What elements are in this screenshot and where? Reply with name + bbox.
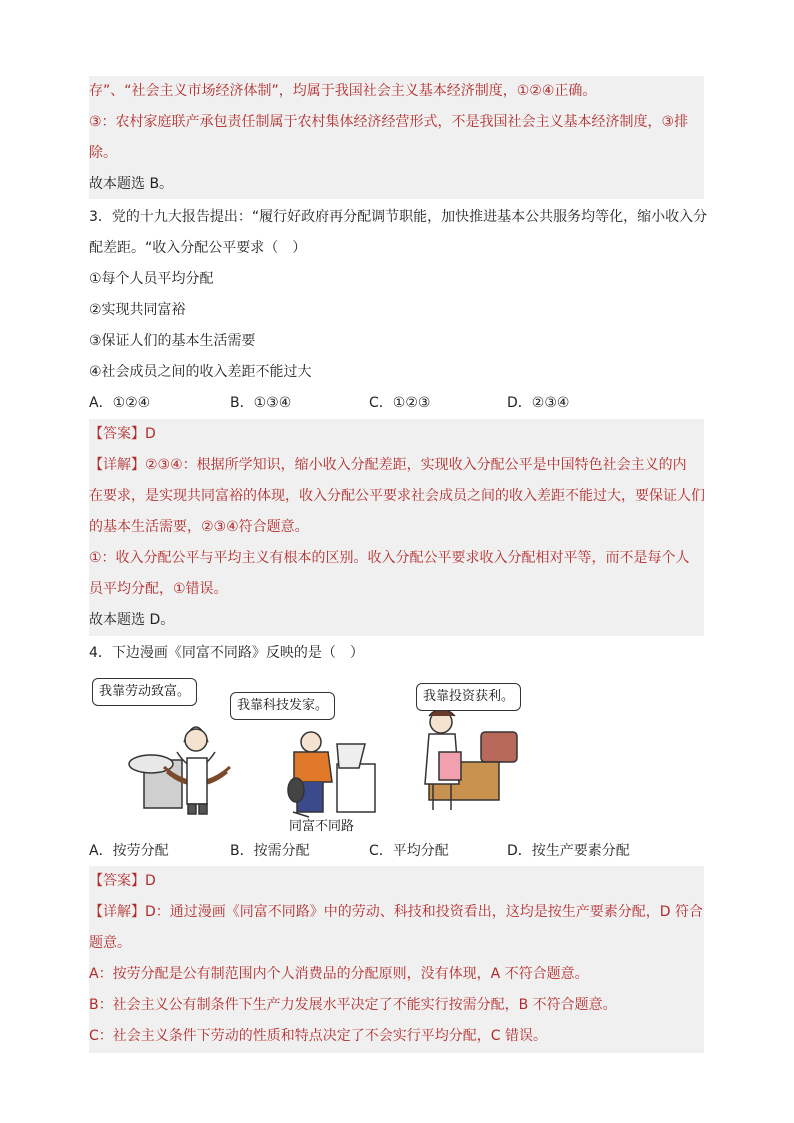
q3-option-d: D．②③④ <box>507 395 570 411</box>
businesswoman-figure <box>425 709 517 810</box>
q4-stem: 4．下边漫画《同富不同路》反映的是（ ） <box>89 645 364 661</box>
speech-bubble-technology: 我靠科技发家。 <box>230 692 335 720</box>
q3-detail-line3: 的基本生活需要，②③④符合题意。 <box>89 519 309 535</box>
q4-option-c: C．平均分配 <box>369 843 449 859</box>
q3-item-3: ③保证人们的基本生活需要 <box>89 333 256 349</box>
speech-bubble-investment: 我靠投资获利。 <box>416 683 521 711</box>
q3-detail-line5: 员平均分配，①错误。 <box>89 581 228 597</box>
q3-item-2: ②实现共同富裕 <box>89 302 186 318</box>
q4-answer: 【答案】D <box>89 873 156 889</box>
cartoon-illustration <box>89 672 529 837</box>
q4-detail-a: A：按劳分配是公有制范围内个人消费品的分配原则，没有体现，A 不符合题意。 <box>89 966 589 982</box>
q2-detail-line2: ③：农村家庭联产承包责任制属于农村集体经济经营形式，不是我国社会主义基本经济制度，③排 <box>89 114 689 130</box>
q2-detail-line3: 除。 <box>89 145 117 161</box>
q4-detail-b: B：社会主义公有制条件下生产力发展水平决定了不能实行按需分配，B 不符合题意。 <box>89 997 617 1013</box>
chef-figure <box>129 727 230 814</box>
q3-option-b: B．①③④ <box>230 395 292 411</box>
q3-item-4: ④社会成员之间的收入差距不能过大 <box>89 364 312 380</box>
q3-detail-line2: 在要求，是实现共同富裕的体现，收入分配公平要求社会成员之间的收入差距不能过大，要保证人们 <box>89 488 705 504</box>
q3-stem-line2: 配差距。“收入分配公平要求（ ） <box>89 240 307 256</box>
speech-bubble-labor: 我靠劳动致富。 <box>92 678 197 706</box>
q3-option-c: C．①②③ <box>369 395 431 411</box>
q4-detail-c: C：社会主义条件下劳动的性质和特点决定了不会实行平均分配，C 错误。 <box>89 1028 547 1044</box>
q3-conclusion: 故本题选 D。 <box>89 612 175 628</box>
q4-detail-line2: 题意。 <box>89 935 131 951</box>
q4-option-d: D．按生产要素分配 <box>507 843 630 859</box>
q3-stem-line1: 3．党的十九大报告提出：“履行好政府再分配调节职能，加快推进基本公共服务均等化，缩小收入分 <box>89 209 708 225</box>
q3-detail-line4: ①：收入分配公平与平均主义有根本的区别。收入分配公平要求收入分配相对平等，而不是每个人 <box>89 550 690 566</box>
q2-detail-line1: 存”、“社会主义市场经济体制”，均属于我国社会主义基本经济制度，①②④正确。 <box>89 83 597 99</box>
q3-answer: 【答案】D <box>89 426 156 442</box>
q3-detail-line1: 【详解】②③④：根据所学知识，缩小收入分配差距，实现收入分配公平是中国特色社会主义的内 <box>89 457 687 473</box>
q4-option-a: A．按劳分配 <box>89 843 169 859</box>
q4-detail-line1: 【详解】D：通过漫画《同富不同路》中的劳动、科技和投资看出，这均是按生产要素分配，D 符合 <box>89 904 704 920</box>
q3-option-a: A．①②④ <box>89 395 151 411</box>
computer-worker-figure <box>288 732 375 817</box>
q2-conclusion: 故本题选 B。 <box>89 176 174 192</box>
q4-option-b: B．按需分配 <box>230 843 310 859</box>
cartoon-caption: 同富不同路 <box>289 819 355 834</box>
q3-item-1: ①每个人员平均分配 <box>89 271 214 287</box>
